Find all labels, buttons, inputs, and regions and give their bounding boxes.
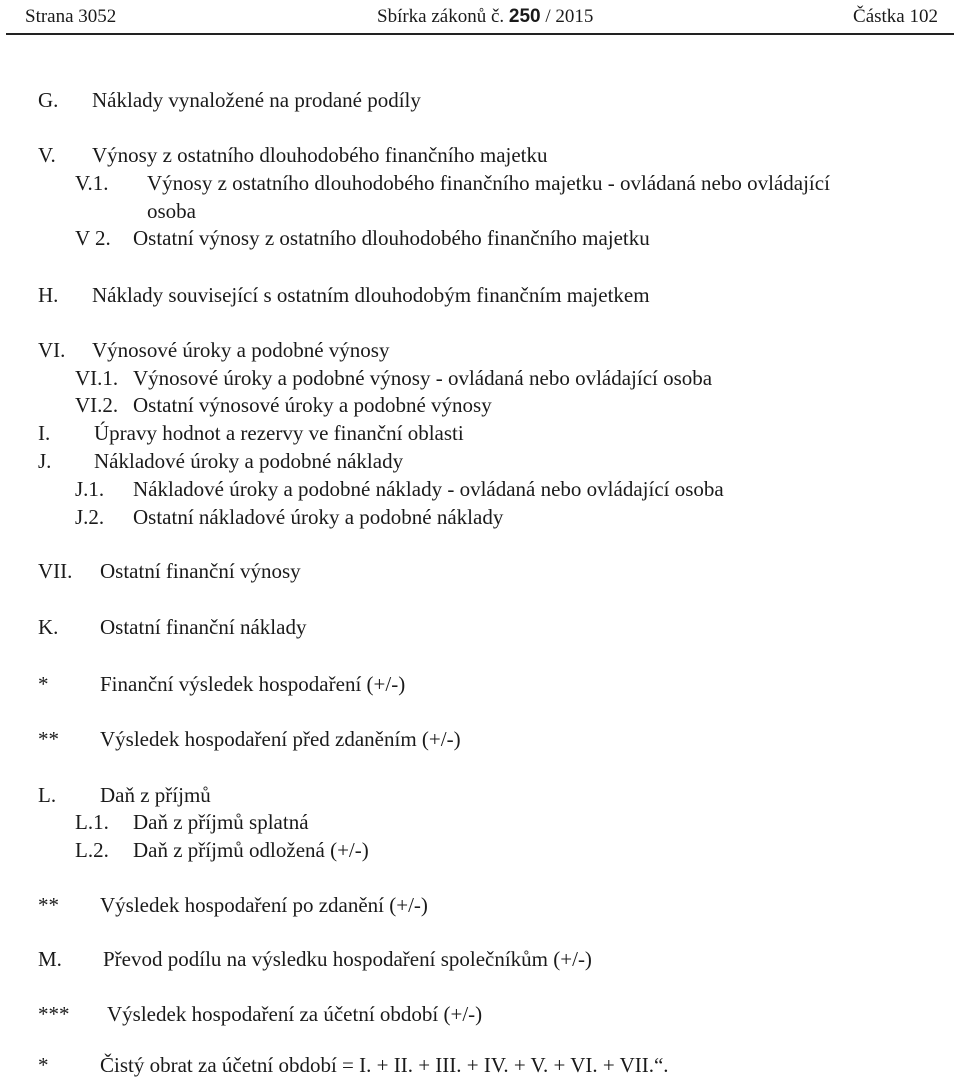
line-text: Finanční výsledek hospodaření (+/-) — [100, 672, 406, 696]
line-text: Čistý obrat za účetní období = I. + II. + III. + IV. + V. + VI. + VII.“. — [100, 1053, 669, 1077]
line-code: J.2. — [75, 505, 105, 529]
line-text: Daň z příjmů odložená (+/-) — [133, 838, 369, 862]
line-text: Ostatní finanční náklady — [100, 615, 307, 639]
collection-title — [377, 6, 593, 28]
line-code: L.2. — [75, 838, 109, 862]
collection-prefix: Sbírka zákonů č. — [377, 6, 505, 27]
line-text: Výnosy z ostatního dlouhodobého finančního majetku — [92, 143, 548, 167]
header-divider — [6, 33, 954, 35]
line-code: J.1. — [75, 477, 105, 501]
line-text: Výnosové úroky a podobné výnosy - ovládaná nebo ovládající osoba — [133, 366, 713, 390]
line-code: VII. — [38, 559, 73, 583]
part-number: Částka 102 — [853, 6, 938, 27]
line-text: Nákladové úroky a podobné náklady — [94, 449, 404, 473]
line-code: V.1. — [75, 171, 109, 195]
line-code: ** — [38, 893, 59, 917]
line-code: L.1. — [75, 810, 109, 834]
line-code: VI.2. — [75, 393, 119, 417]
line-code: V. — [38, 143, 56, 167]
collection-year: / 2015 — [545, 6, 594, 27]
line-code: L. — [38, 783, 57, 807]
line-code: VI. — [38, 338, 66, 362]
line-code: K. — [38, 615, 59, 639]
line-code: M. — [38, 947, 62, 971]
page-number: Strana 3052 — [25, 6, 117, 27]
line-text: Nákladové úroky a podobné náklady - ovládaná nebo ovládající osoba — [133, 477, 724, 501]
line-text: Výsledek hospodaření za účetní období (+/-) — [107, 1002, 483, 1026]
line-text: Výnosy z ostatního dlouhodobého finančního majetku - ovládaná nebo ovládající — [147, 171, 830, 195]
line-text: Úpravy hodnot a rezervy ve finanční oblasti — [94, 421, 464, 445]
line-code: *** — [38, 1002, 70, 1026]
line-text: osoba — [147, 199, 196, 223]
line-text: Ostatní výnosové úroky a podobné výnosy — [133, 393, 492, 417]
line-text: Ostatní výnosy z ostatního dlouhodobého finančního majetku — [133, 226, 650, 250]
line-code: ** — [38, 727, 59, 751]
line-text: Ostatní nákladové úroky a podobné náklady — [133, 505, 504, 529]
line-code: * — [38, 1053, 49, 1077]
line-code: VI.1. — [75, 366, 119, 390]
line-code: V 2. — [75, 226, 111, 250]
line-text: Výnosové úroky a podobné výnosy — [92, 338, 390, 362]
line-text: Daň z příjmů — [100, 783, 211, 807]
line-text: Převod podílu na výsledku hospodaření společníkům (+/-) — [103, 947, 592, 971]
line-code: I. — [38, 421, 51, 445]
line-text: Náklady vynaložené na prodané podíly — [92, 88, 421, 112]
line-code: H. — [38, 283, 59, 307]
collection-number: 250 — [508, 6, 541, 27]
line-code: G. — [38, 88, 59, 112]
line-code: J. — [38, 449, 52, 473]
line-text: Výsledek hospodaření před zdaněním (+/-) — [100, 727, 461, 751]
line-text: Daň z příjmů splatná — [133, 810, 309, 834]
page-header — [0, 0, 960, 34]
line-text: Výsledek hospodaření po zdanění (+/-) — [100, 893, 428, 917]
line-code: * — [38, 672, 49, 696]
line-text: Ostatní finanční výnosy — [100, 559, 301, 583]
line-text: Náklady související s ostatním dlouhodobým finančním majetkem — [92, 283, 650, 307]
